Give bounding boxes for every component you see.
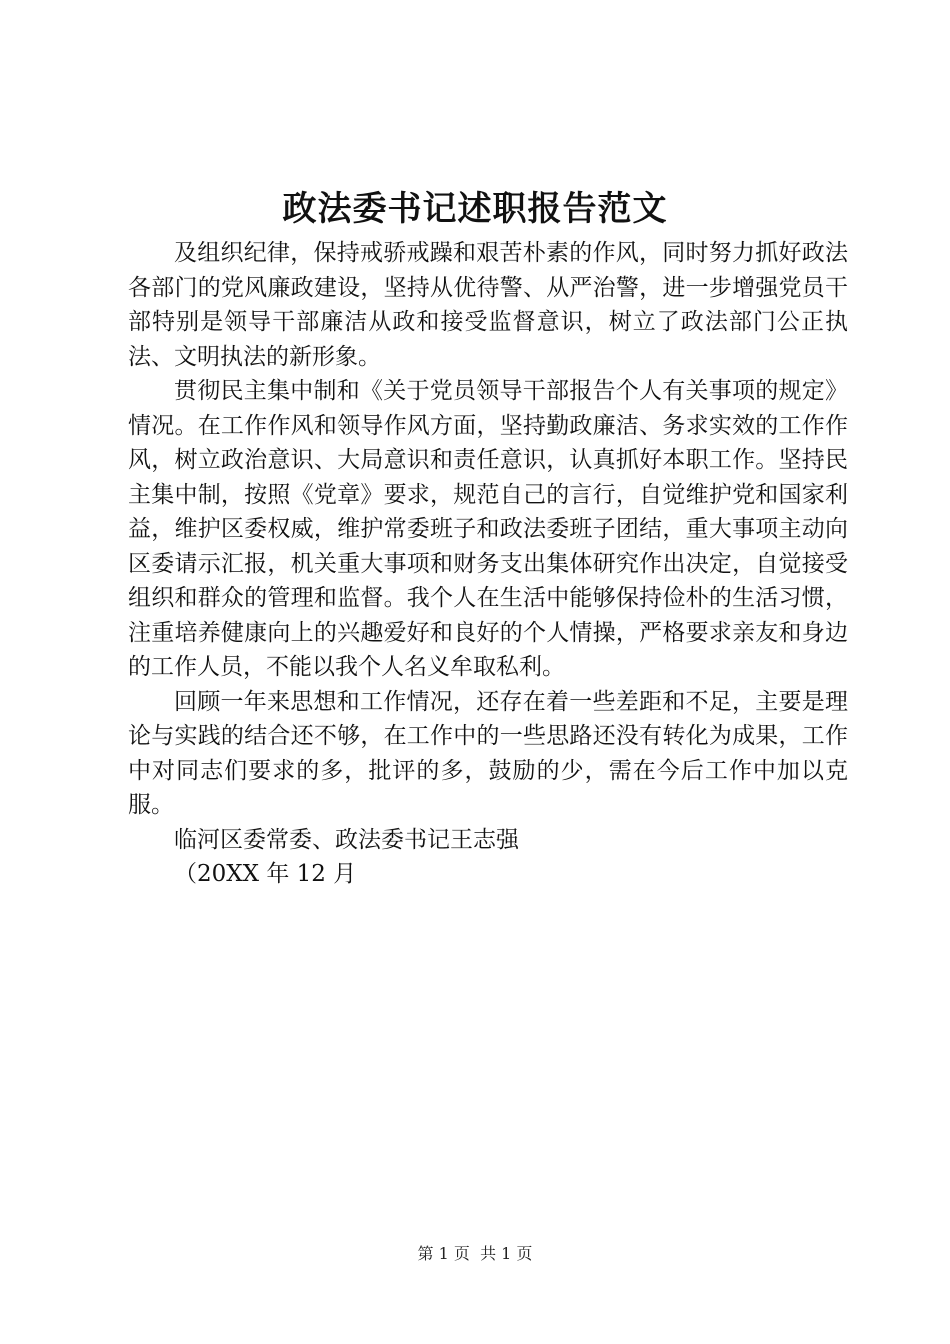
- signature-line: 临河区委常委、政法委书记王志强: [174, 826, 519, 853]
- paragraph-3: 回顾一年来思想和工作情况，还存在着一些差距和不足，主要是理论与实践的结合还不够，在工作中的一些思路还没有转化为成果，工作中对同志们要求的多，批评的多，鼓励的少，需在今后工作中加以克服。: [128, 688, 848, 818]
- paragraph-2: 贯彻民主集中制和《关于党员领导干部报告个人有关事项的规定》情况。在工作作风和领导作风方面，坚持勤政廉洁、务求实效的工作作风，树立政治意识、大局意识和责任意识，认真抓好本职工作。坚持民主集中制，按照《党章》要求，规范自己的言行，自觉维护党和国家利益，维护区委权威，维护常委班子和政法委班子团结，重大事项主动向区委请示汇报，机关重大事项和财务支出集体研究作出决定，自觉接受组织和群众的管理和监督。我个人在生活中能够保持俭朴的生活习惯，注重培养健康向上的兴趣爱好和良好的个人情操，严格要求亲友和身边的工作人员，不能以我个人名义牟取私利。: [128, 378, 848, 680]
- page-number-label: 第 1 页 共 1 页: [417, 1244, 533, 1263]
- date-line: （20XX 年 12 月: [174, 861, 357, 887]
- document-body: [128, 236, 848, 892]
- page-footer: [0, 1242, 950, 1266]
- document-title: 政法委书记述职报告范文: [282, 189, 668, 229]
- paragraph-1: 及组织纪律，保持戒骄戒躁和艰苦朴素的作风，同时努力抓好政法各部门的党风廉政建设，坚持从优待警、从严治警，进一步增强党员干部特别是领导干部廉洁从政和接受监督意识，树立了政法部门公正执法、文明执法的新形象。: [128, 240, 848, 370]
